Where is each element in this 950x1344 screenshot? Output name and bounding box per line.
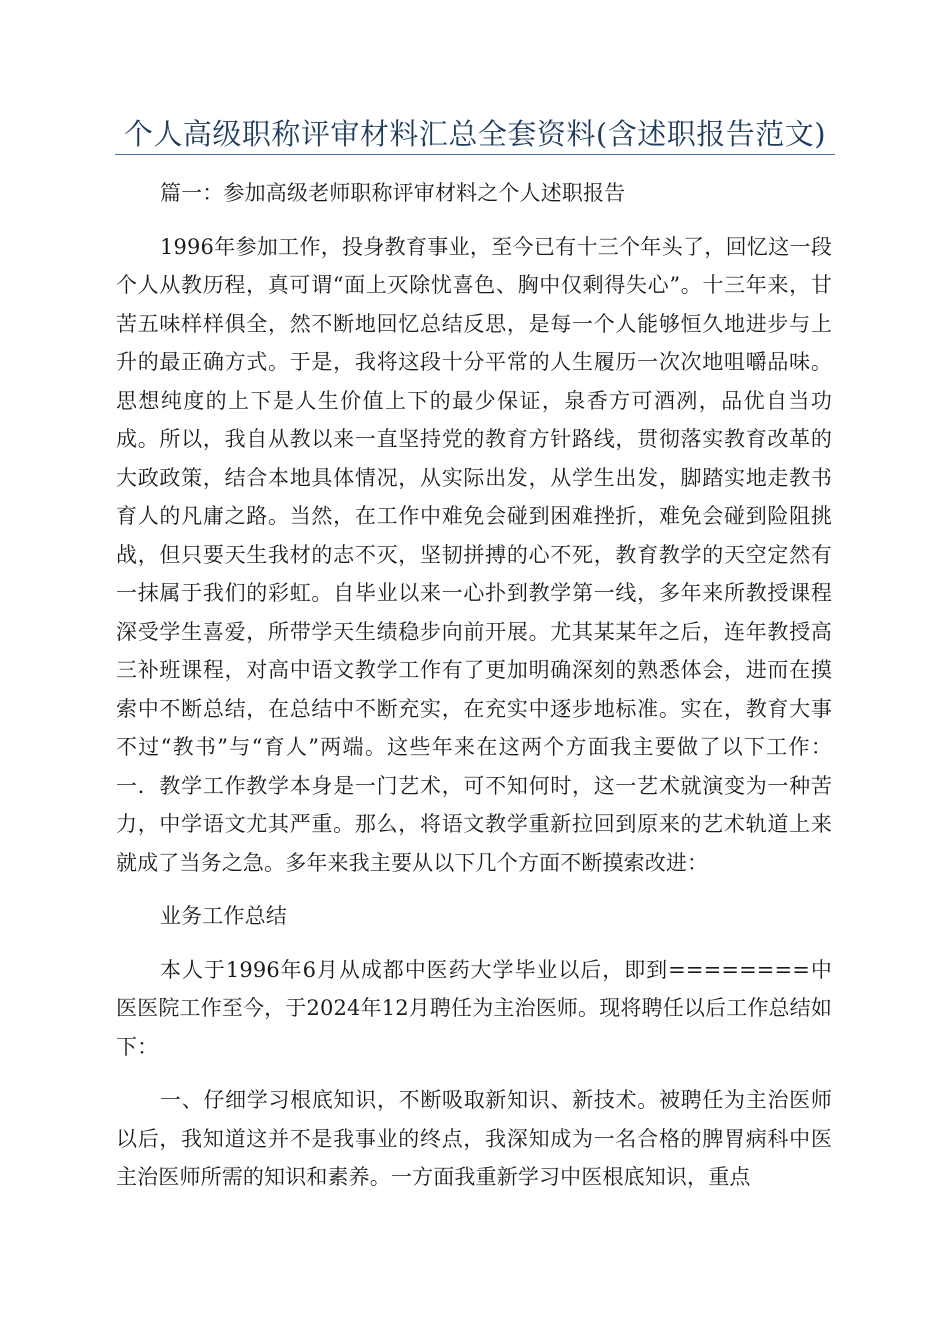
body-paragraph-3: 一、仔细学习根底知识，不断吸取新知识、新技术。被聘任为主治医师以后，我知道这并不是我事业的终点，我深知成为一名合格的脾胃病科中医主治医师所需的知识和素养。一方面我重新学习中医根底知识，重点	[116, 1088, 832, 1189]
document-title: 个人高级职称评审材料汇总全套资料(含述职报告范文)	[123, 117, 827, 151]
document-body	[116, 174, 832, 1212]
section-heading-1: 篇一：参加高级老师职称评审材料之个人述职报告	[160, 181, 626, 205]
section-heading-2: 业务工作总结	[160, 904, 287, 928]
body-paragraph-2: 本人于1996年6月从成都中医药大学毕业以后，即到========中医医院工作至今，于2024年12月聘任为主治医师。现将聘任以后工作总结如下：	[116, 957, 832, 1059]
body-paragraph-1: 1996年参加工作，投身教育事业，至今已有十三个年头了，回忆这一段个人从教历程，真可谓“面上灭除忧喜色、胸中仅剩得失心”。十三年来，甘苦五味样样俱全，然不断地回忆总结反思，是每一个人能够恒久地进步与上升的最正确方式。于是，我将这段十分平常的人生履历一次次地咀嚼品味。思想纯度的上下是人生价值上下的最少保证，泉香方可酒冽，品优自当功成。所以，我自从教以来一直坚持党的教育方针路线，贯彻落实教育改革的大政政策，结合本地具体情况，从实际出发，从学生出发，脚踏实地走教书育人的凡庸之路。当然，在工作中难免会碰到困难挫折，难免会碰到险阻挑战，但只要天生我材的志不灭，坚韧拼搏的心不死，教育教学的天空定然有一抹属于我们的彩虹。自毕业以来一心扑到教学第一线，多年来所教授课程深受学生喜爱，所带学天生绩稳步向前开展。尤其某某年之后，连年教授高三补班课程，对高中语文教学工作有了更加明确深刻的熟悉体会，进而在摸索中不断总结，在总结中不断充实，在充实中逐步地标准。实在，教育大事不过“教书”与“育人”两端。这些年来在这两个方面我主要做了以下工作：一．教学工作教学本身是一门艺术，可不知何时，这一艺术就演变为一种苦力，中学语文尤其严重。那么，将语文教学重新拉回到原来的艺术轨道上来就成了当务之急。多年来我主要从以下几个方面不断摸索改进：	[116, 234, 832, 875]
title-underline	[115, 154, 835, 155]
